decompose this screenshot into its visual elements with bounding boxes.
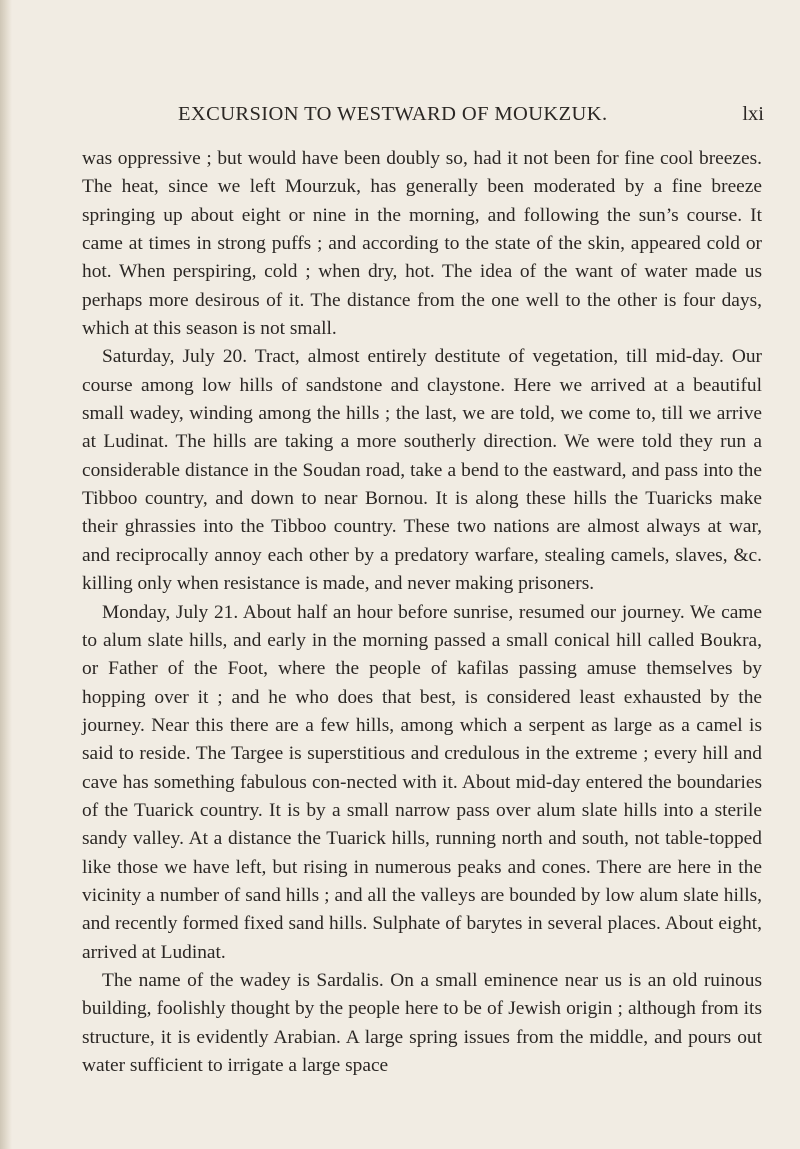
running-title: EXCURSION TO WESTWARD OF MOUKZUK.: [178, 103, 608, 125]
paragraph-monday-july-21: Monday, July 21. About half an hour before sunrise, resumed our journey. We came to alum slate hills, and early in the morning passed a small conical hill called Boukra, or Father of the Foot, where the people of kafilas passing amuse themselves by hopping over it ; and he who does that best, is considered least exhausted by the journey. Near this there are a few hills, among which a serpent as large as a camel is said to reside. The Targee is superstitious and credulous in the extreme ; every hill and cave has something fabulous con-nected with it. About mid-day entered the boundaries of the Tuarick country. It is by a small narrow pass over alum slate hills into a sterile sandy valley. At a distance the Tuarick hills, running north and south, not table-topped like those we have left, but rising in numerous peaks and cones. There are here in the vicinity a number of sand hills ; and all the valleys are bounded by low alum slate hills, and recently formed fixed sand hills. Sulphate of barytes in several places. About eight, arrived at Ludinat.: [82, 601, 762, 963]
paragraph-continued: was oppressive ; but would have been doubly so, had it not been for fine cool breezes. The heat, since we left Mourzuk, has generally been moderated by a fine breeze springing up about eight or nine in the morning, and following the sun’s course. It came at times in strong puffs ; and according to the state of the skin, appeared cold or hot. When perspiring, cold ; when dry, hot. The idea of the want of water made us perhaps more desirous of it. The distance from the one well to the other is four days, which at this season is not small.: [82, 148, 762, 340]
running-head: [178, 103, 788, 133]
page-number: lxi: [742, 103, 764, 125]
page-edge-shadow: [0, 0, 12, 1149]
paragraph-wadey-sardalis: The name of the wadey is Sardalis. On a small eminence near us is an old ruinous building, foolishly thought by the people here to be of Jewish origin ; although from its structure, it is evidently Arabian. A large spring issues from the middle, and pours out water sufficient to irrigate a large space: [82, 969, 762, 1076]
paragraph-saturday-july-20: Saturday, July 20. Tract, almost entirely destitute of vegetation, till mid-day. Our course among low hills of sandstone and claystone. Here we arrived at a beautiful small wadey, winding among the hills ; the last, we are told, we come to, till we arrive at Ludinat. The hills are taking a more southerly direction. We were told they run a considerable distance in the Soudan road, take a bend to the eastward, and pass into the Tibboo country, and down to near Bornou. It is along these hills the Tuaricks make their ghrassies into the Tibboo country. These two nations are almost always at war, and reciprocally annoy each other by a predatory warfare, stealing camels, slaves, &c. killing only when resistance is made, and never making prisoners.: [82, 346, 762, 595]
body-text: [82, 145, 762, 1080]
